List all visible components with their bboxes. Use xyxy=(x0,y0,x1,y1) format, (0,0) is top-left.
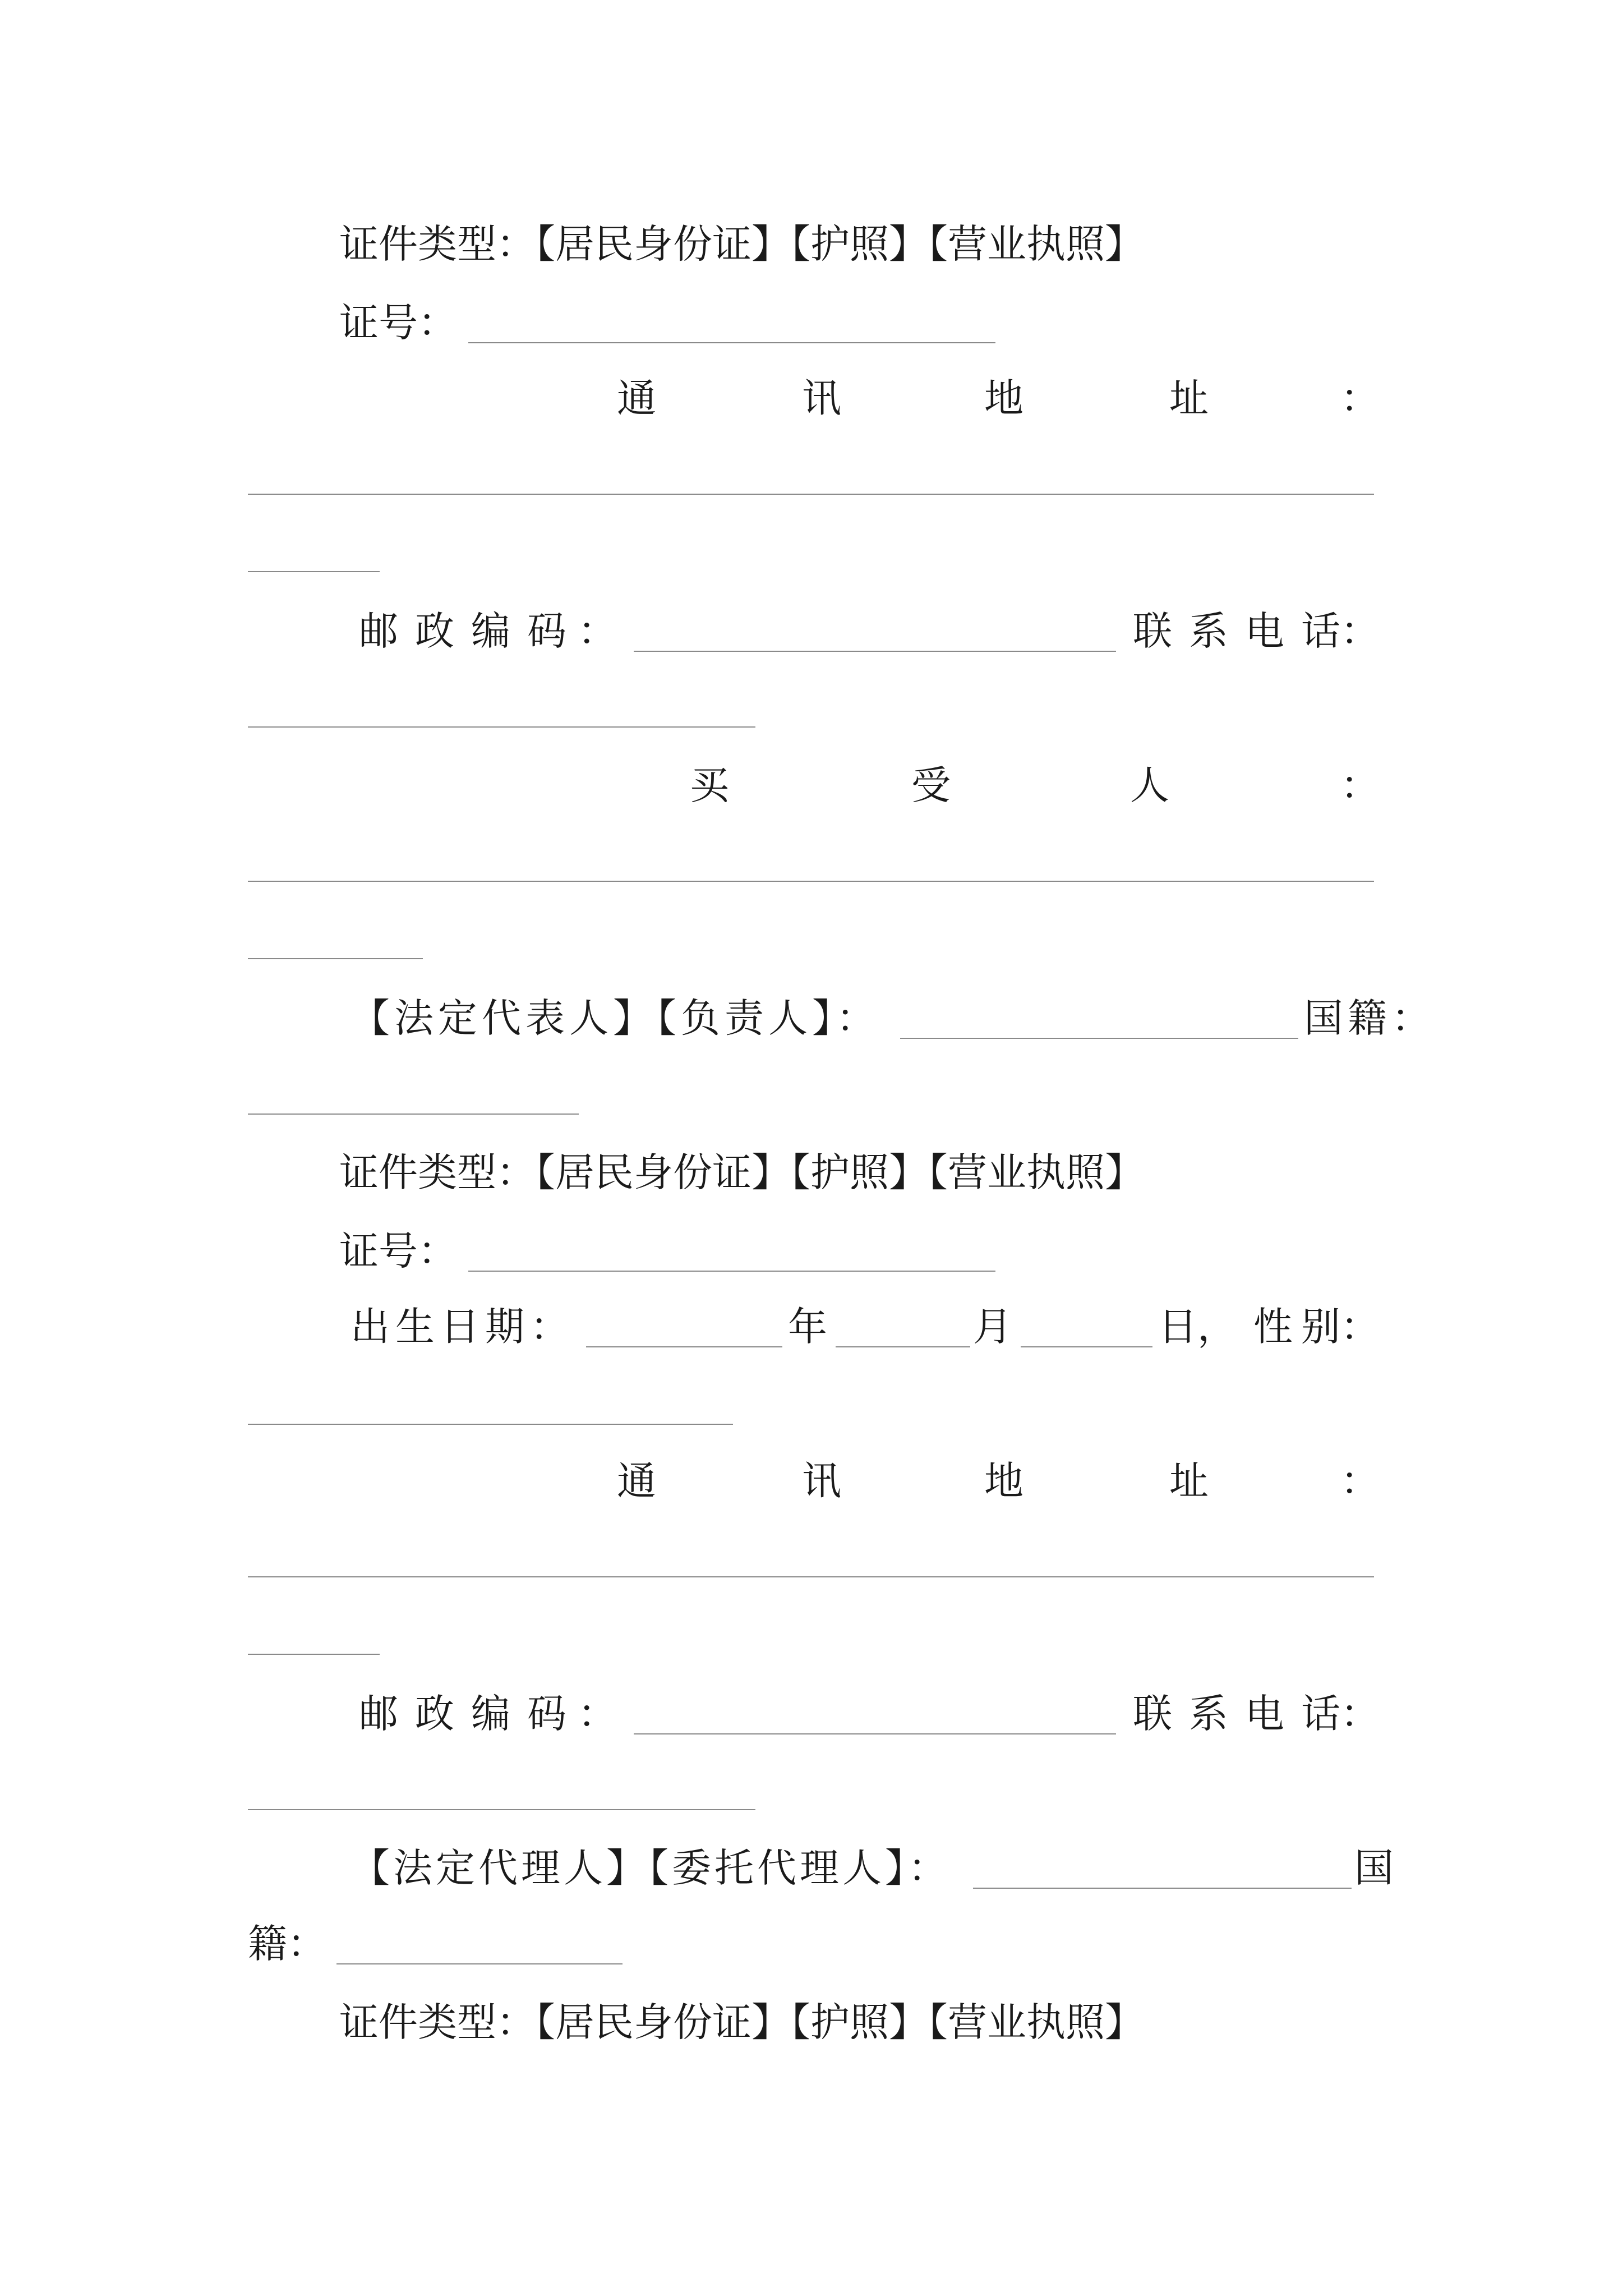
birth-label-char: ： xyxy=(530,1304,569,1350)
postal-label-1-char: 编 xyxy=(471,608,510,654)
id-type-line-2: 证件类型：【居民身份证】【护照】【营业执照】 xyxy=(339,1149,1144,1195)
agent-field[interactable] xyxy=(973,1888,1352,1889)
address-label-1-char: 通 xyxy=(617,375,656,421)
agent-nationality-label-part2: 籍： xyxy=(248,1921,326,1967)
address-field-1[interactable] xyxy=(248,494,1374,495)
postal-label-1-char: 政 xyxy=(415,608,454,654)
postal-label-2-char: 政 xyxy=(415,1691,454,1737)
phone-label-1-char: 话 xyxy=(1301,608,1340,654)
address-label-1-char: 址 xyxy=(1169,375,1209,421)
agent-label: 【法定代理人】【委托代理人】： xyxy=(351,1845,951,1891)
buyer-field[interactable] xyxy=(248,881,1374,882)
postal-field-2[interactable] xyxy=(634,1733,1116,1734)
id-number-field-2[interactable] xyxy=(468,1271,995,1272)
phone-field-1[interactable] xyxy=(248,726,755,728)
gender-label-char: 别 xyxy=(1301,1304,1340,1350)
buyer-label-char: 受 xyxy=(911,762,951,808)
gender-label-char: ： xyxy=(1340,1304,1380,1350)
buyer-label-char: 买 xyxy=(690,762,729,808)
nationality-field-2[interactable] xyxy=(248,1114,579,1115)
postal-label-2-char: 邮 xyxy=(359,1691,398,1737)
address-field-2[interactable] xyxy=(248,1576,1374,1577)
phone-label-2-char: ： xyxy=(1340,1691,1380,1737)
birth-month-field[interactable] xyxy=(836,1346,970,1347)
postal-label-1-char: 码 xyxy=(527,608,566,654)
address-field-1-cont[interactable] xyxy=(248,571,380,572)
address-label-2-char: ： xyxy=(1340,1458,1380,1504)
postal-label-2-char: ： xyxy=(578,1691,617,1737)
birth-month-label: 月 xyxy=(973,1304,1012,1350)
buyer-field-cont[interactable] xyxy=(248,958,423,959)
postal-label-2-char: 码 xyxy=(527,1691,566,1737)
agent-nationality-label-part1: 国 xyxy=(1354,1845,1394,1891)
id-type-line-3: 证件类型：【居民身份证】【护照】【营业执照】 xyxy=(339,1999,1144,2045)
legal-rep-field[interactable] xyxy=(900,1038,1298,1039)
address-label-1-char: ： xyxy=(1340,375,1380,421)
phone-label-2-char: 联 xyxy=(1133,1691,1172,1737)
buyer-label-char: 人 xyxy=(1130,762,1169,808)
address-label-2-char: 讯 xyxy=(802,1458,841,1504)
phone-label-1-char: ： xyxy=(1340,608,1380,654)
id-number-field-1[interactable] xyxy=(468,342,995,343)
birth-label-char: 生 xyxy=(395,1304,435,1350)
phone-label-2-char: 话 xyxy=(1301,1691,1340,1737)
birth-label-char: 期 xyxy=(485,1304,524,1350)
address-label-2-char: 地 xyxy=(984,1458,1023,1504)
id-number-label-2: 证号： xyxy=(339,1228,457,1274)
phone-label-2-char: 系 xyxy=(1189,1691,1228,1737)
phone-label-2-char: 电 xyxy=(1245,1691,1284,1737)
phone-label-1-char: 电 xyxy=(1245,608,1284,654)
agent-nationality-field[interactable] xyxy=(336,1963,623,1964)
birth-year-field[interactable] xyxy=(586,1346,782,1347)
postal-field-1[interactable] xyxy=(634,651,1116,652)
birth-year-label: 年 xyxy=(788,1304,827,1350)
phone-field-2[interactable] xyxy=(248,1809,755,1810)
id-type-line-1: 证件类型：【居民身份证】【护照】【营业执照】 xyxy=(339,221,1144,267)
phone-label-1-char: 系 xyxy=(1189,608,1228,654)
postal-label-1-char: 邮 xyxy=(359,608,398,654)
birth-label-char: 日 xyxy=(440,1304,479,1350)
nationality-label-2: 国籍： xyxy=(1304,995,1435,1041)
address-label-2-char: 通 xyxy=(617,1458,656,1504)
phone-label-1-char: 联 xyxy=(1133,608,1172,654)
birth-day-field[interactable] xyxy=(1021,1346,1152,1347)
legal-rep-label: 【法定代表人】【负责人】： xyxy=(351,995,880,1041)
postal-label-2-char: 编 xyxy=(471,1691,510,1737)
gender-field[interactable] xyxy=(248,1424,733,1425)
gender-label-char: 性 xyxy=(1253,1304,1293,1350)
id-number-label-1: 证号： xyxy=(339,300,457,346)
buyer-label-char: ： xyxy=(1340,762,1380,808)
birth-day-label: 日， xyxy=(1158,1304,1237,1350)
address-label-1-char: 讯 xyxy=(802,375,841,421)
address-label-2-char: 址 xyxy=(1169,1458,1209,1504)
address-label-1-char: 地 xyxy=(984,375,1023,421)
postal-label-1-char: ： xyxy=(578,608,617,654)
address-field-2-cont[interactable] xyxy=(248,1654,380,1655)
birth-label-char: 出 xyxy=(351,1304,390,1350)
